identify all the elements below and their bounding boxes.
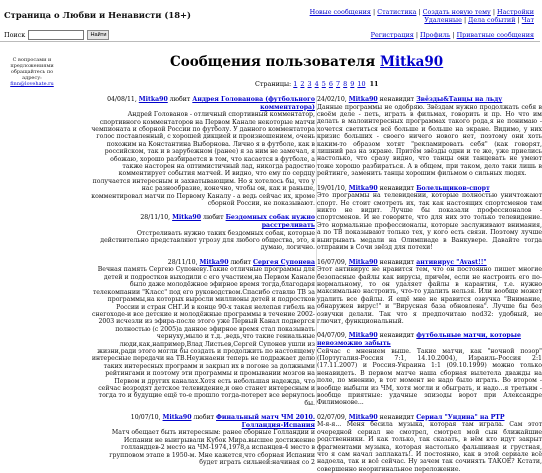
post-body: М-я-я... Меня бесила музыка, которая там играла. Сам этот очередной сериал не смотрел, смотрел мой сын ближайшие родственники. И как только, так сказать, в нём кто идут закрыт фрагментами музыка, которая настолько фальшивая и грустная, что я сам начал заплакать!. И постоянно, как в этой сериале всё надоела, так и всё сейчас. Ну зачем так сочинять ТАКОЕ? Кстати, совершенно неоригинальное переложение.: [317, 421, 542, 473]
post-verb: ненавидит: [379, 258, 415, 266]
post-header: [90, 96, 315, 111]
sidebar-contact: [6, 57, 58, 87]
search-input[interactable]: [28, 30, 84, 40]
post-topic-link[interactable]: Звёзды&Танцы на льду: [416, 96, 503, 103]
post-body: Это программы на телевидении, которые полностью уничтожают спорт. Не стоит смотреть их, так как настоящих спортсменов там никто не видит. Лучше бы показали профессионалов - спортсменов. И не говорите, что для них это только телевидение. Это нормальные профессионалы, которые заслуживают внимания, а по ТВ показывают только тех, у кого есть связи. Поэтому лучше выигрывать медали на Олимпиаде в Ванкувере. Давайте тогда отправим в Сочи звёзд для потехи!: [317, 192, 542, 252]
post-topic-link[interactable]: Бездомных собак нужно расстреливать: [225, 214, 315, 230]
post-date: 04/07/09,: [317, 332, 347, 340]
post-body: Сейчас с мнением выше. Такие матчи, как "ночной позор" (Португалия-Россия 7:1, 14.10.2004), Израиль-Россия 2:1 (17.11.2007) и Россия-Украина 1:1 (09.10.1999) можно только ненавидеть. В первом матче наша сборная вылетела дважды на поле, по мнению, в тот момент не надо было играть. Во втором - вообще выбыли из ЧМ, хотя могли и обыграть, и надо...я третьим - вообще приятные: удачные эпизоды ворот при Александре Филимонове...: [317, 347, 542, 407]
nav-profile[interactable]: Профиль: [420, 31, 451, 39]
post-verb: ненавидит: [379, 332, 415, 340]
pagination: [255, 80, 378, 88]
site-title: Страница о Любви и Ненависти (18+): [4, 10, 192, 20]
page-link-9[interactable]: 9: [350, 80, 355, 88]
page-link-5[interactable]: 5: [321, 80, 326, 88]
post-topic-link[interactable]: Болельщиков-спорт: [416, 184, 490, 192]
top-nav-row-2: Удаленные | Дела событий | Чат: [424, 16, 534, 25]
post-topic-link[interactable]: Финальный матч ЧМ 2010. Голландия-Испания: [216, 414, 315, 429]
post-author-link[interactable]: Mitka90: [348, 184, 378, 192]
post-topic-link[interactable]: футбольные матчи, которые невозможно забыть: [317, 332, 521, 347]
post-author-link[interactable]: Mitka90: [348, 258, 378, 266]
posts-right-column: [317, 96, 542, 473]
page-link-6[interactable]: 6: [328, 80, 333, 88]
post-date: 10/07/10,: [130, 414, 161, 422]
post-date: 19/01/10,: [317, 184, 347, 192]
nav-deleted[interactable]: Удаленные: [424, 16, 462, 25]
page-title-prefix: Сообщения пользователя: [170, 54, 376, 70]
page-current: 11: [369, 80, 379, 88]
page-link-8[interactable]: 8: [343, 80, 348, 88]
nav-settings[interactable]: Настройки: [497, 8, 534, 16]
post-body: Матч обещает быть интересным: ранее сборные Голландии и Испании не выигрывали Кубок Мира.высшее достижение голландцев-2 место на ЧМ-1974,1978,а испанцев-4 место в групповом этапе в 1950-м. Мне кажется,что сборная Испании будет играть сильней:начиная со 2: [109, 429, 315, 466]
nav-private-messages[interactable]: Приватные сообщения: [456, 31, 534, 39]
post-body: Отстреливать нужно таких бездомных собак, которые действительно представляют угрозу для любого общества, это, я думаю, логично.: [100, 229, 315, 252]
post-verb: ненавидит: [379, 96, 415, 103]
post-header: [317, 414, 542, 422]
user-nav: Регистрация | Профиль | Приватные сообщения: [370, 31, 534, 39]
post-verb: любит: [193, 414, 215, 422]
post-verb: любит: [203, 214, 224, 222]
post-date: 28/11/10,: [140, 214, 171, 222]
search-button[interactable]: Найти: [87, 30, 109, 40]
post-topic-link[interactable]: Сериал "Ундина" на РТР: [416, 413, 505, 421]
post: [317, 332, 542, 406]
post-body: Этот антивирус не нравится тем, что он постоянно пишет многие безопасные файлы как вирусы, причём, если не настроить его по-нормальному, то он удаляет файлы в карантин, т.е. нужно максимально настроить, что-то удалить нельзя. Или вообще может удалить все файлы. Я ещё мне не нравится озвучка "Внимание, обнаружен вирус!" и "Вирусная база обновлена". Лучше бы без озвучки делали. Так что я предпочитаю nod32: удобный, не глючит, функциональный.: [317, 266, 542, 325]
post-body: Вечная память Сергею Супоневу.Такие отличные программы для детей и подростков выходили с его участием,на Первом Канале было даже молодёжное эфирное время тогда,благодаря телекомпании "Класс" под его руководством.Спасибо ставлю ТВ за программы,на которых выросли миллионы детей и подростков России и стран СНГ.И в конце 90-х такая нелепая гибель на снегоходе-и все детские и молодёжные программы в течение 2002-2003 исчезли из эфира-после этого уже Первый Канал подвергся полностью (с 2005)а данное эфирное время стал показывать чернуху,мыло и т.д. ,ведь,что такие гениальные люди,как,например,Влад Листьев,Сергей Супонев ушли из жизни,ради этого могли бы создать и продолжить по настоящему интересные передачи на ТВ.Неужнаени теперь не подражает делю таких интересных программ и закрыл их в погоне за должными рейтингами и поэтому эти программы и промывании мозгов на Первом и других каналах.Хотя есть небольшая надежда, что сейчас возродят детское телевидение,и оно станет интересным и тогда то и будущие ещё то-е прошло тогда-потерет все вернулось бы.: [91, 266, 315, 407]
page-link-10[interactable]: 10: [357, 80, 366, 88]
post-date: 28/11/10,: [167, 258, 198, 266]
pagination-label: Страницы:: [255, 80, 292, 88]
top-nav: [304, 8, 534, 24]
sidebar-email-link[interactable]: finn@lovehate.ru: [10, 81, 54, 87]
post-header: [90, 414, 315, 429]
post-verb: любит: [230, 258, 252, 266]
post: [90, 259, 315, 407]
page-title: [170, 54, 443, 70]
post: [317, 414, 542, 473]
post-header: [317, 185, 542, 193]
post-header: [90, 259, 315, 267]
post-date: 24/02/10,: [317, 96, 347, 103]
header-divider: [0, 41, 540, 42]
post-author-link[interactable]: Mitka90: [348, 96, 378, 103]
page-link-3[interactable]: 3: [307, 80, 312, 88]
post: [90, 414, 315, 466]
post-header: [317, 96, 542, 104]
search-form: [4, 30, 109, 40]
nav-create-topic[interactable]: Создать новую тему: [422, 8, 491, 16]
post-verb: ненавидит: [379, 184, 415, 192]
page-link-2[interactable]: 2: [300, 80, 305, 88]
post-body: Андрей Голованов - отличный спортивный комментатор, спортивного комментаторов на Первом Канале некоторые матчи чемпионата и сборной России по футболу. У данного комментатора голос поставленный, с хорошей дикцией и произношением, очень похожим на Константина Выборнова. Лично я в футболе, как в российском, так и в зарубежном (ранее) я за ним не замечал, я обожаю, хорошо разбирается в том, что касается в футболе, а также насторен на оптимистичный лад, никогда радостно комментирует события матчей. И видно, что ему по сердцу получается интересным и захватывающим. Но я хотелось бы, что у нас разнообразие, конечно, чтобы он, как и раньше, комментировал матчи по Первому Каналу - а ведь сейчас их, кроме сборной России, не показывают.: [91, 111, 315, 208]
post-date: 16/07/09,: [317, 258, 347, 266]
post-body: Данные программы не одобряю. Звёздам нужно продолжать себя в своём деле - петь, играть в фильмах, говорить и пр. Но что им делать в малоинтересных программах такого рода,я не понимаю - хочется светиться всё больше и больше на экране. Видимо, у них кризис больших - своего ничего нового нет, поэтому они хоть каким-то образом хотят "рекламировать себя" (как говорят, лишний раз на экране. Притём звёзды одни и те же, уже приелись настолько, что сразу видно, что танцы они танцевать не умеют тоже хорошо разбираться. А в общем, при таком, дело таки лишь в рейтинге, заменить танцы хорошим фильмом о сильных людях.: [317, 103, 542, 178]
post-topic-link[interactable]: Сергея Супонева: [253, 258, 315, 266]
post-topic-link[interactable]: Андрея Голованова (футбольного комментатора): [192, 96, 315, 111]
post: [317, 96, 542, 178]
post-author-link[interactable]: Mitka90: [348, 332, 378, 340]
post: [90, 96, 315, 207]
post-date: 04/08/11,: [107, 96, 137, 103]
post-author-link[interactable]: Mitka90: [162, 414, 192, 422]
post-topic-link[interactable]: антивирус "Avast!!": [416, 258, 487, 266]
post-header: [317, 259, 542, 267]
nav-new-messages[interactable]: Новые сообщения: [309, 8, 371, 16]
post-verb: любит: [169, 96, 191, 103]
post-date: 02/07/09,: [317, 413, 347, 421]
post: [317, 259, 542, 326]
nav-statistics[interactable]: Статистика: [377, 8, 417, 16]
nav-events[interactable]: Дела событий: [468, 16, 516, 25]
post: [90, 214, 315, 251]
post-author-link[interactable]: Mitka90: [138, 96, 168, 103]
post-author-link[interactable]: Mitka90: [199, 258, 229, 266]
post-header: [90, 214, 315, 229]
page-link-4[interactable]: 4: [314, 80, 319, 88]
post-author-link[interactable]: Mitka90: [348, 413, 378, 421]
page-link-7[interactable]: 7: [336, 80, 341, 88]
header: [0, 0, 540, 40]
posts-left-column: [90, 96, 315, 466]
sidebar-text: С вопросами и предложениями обращайтесь по адресу:: [10, 57, 54, 81]
search-label: Поиск: [4, 31, 26, 39]
top-nav-row-1: Новые сообщения | Статистика | Создать новую тему | Настройки: [309, 8, 534, 16]
post-verb: ненавидит: [379, 413, 415, 421]
post: [317, 185, 542, 252]
page-link-1[interactable]: 1: [293, 80, 298, 88]
post-author-link[interactable]: Mitka90: [172, 214, 202, 222]
page-title-username[interactable]: Mitka90: [380, 54, 444, 70]
post-header: [317, 332, 542, 347]
nav-registration[interactable]: Регистрация: [370, 31, 414, 39]
nav-chat[interactable]: Чат: [521, 16, 534, 25]
